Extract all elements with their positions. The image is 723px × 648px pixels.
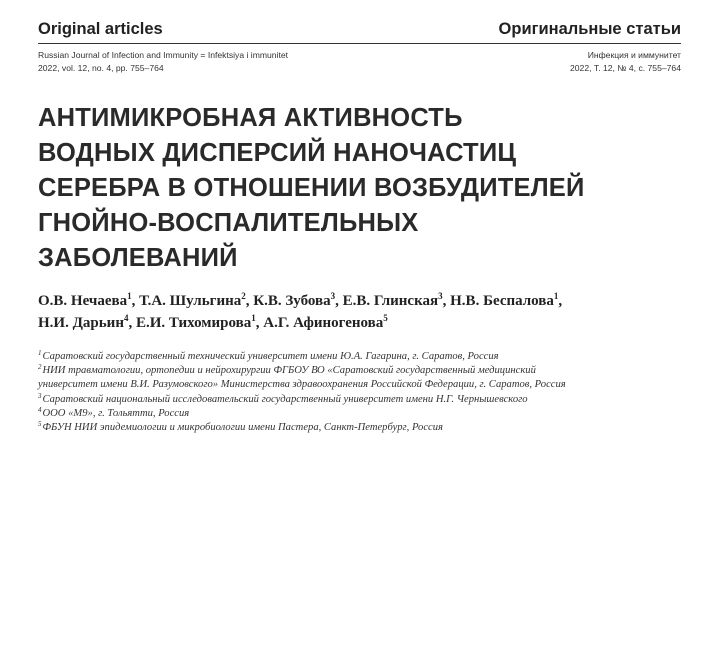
title-line: ВОДНЫХ ДИСПЕРСИЙ НАНОЧАСТИЦ <box>38 139 517 167</box>
section-label-ru: Оригинальные статьи <box>498 20 681 38</box>
affiliation-text: Саратовский национальный исследовательский государственный университет имени Н.Г. Чернышевского <box>42 393 528 405</box>
title-line: ЗАБОЛЕВАНИЙ <box>38 244 238 272</box>
author-name: Е.В. Глинская <box>342 293 439 309</box>
author-name: К.В. Зубова <box>253 293 331 309</box>
author <box>263 315 388 331</box>
affiliation-item <box>38 421 681 435</box>
affiliation-list <box>38 350 681 435</box>
author-name: Т.А. Шульгина <box>139 293 242 309</box>
affiliation-text: НИИ травматологии, ортопедии и нейрохирургии ФГБОУ ВО «Саратовский государственный медицинский <box>42 365 536 377</box>
author <box>343 293 443 309</box>
title-line: АНТИМИКРОБНАЯ АКТИВНОСТЬ <box>38 104 463 132</box>
article-title <box>38 101 681 276</box>
author-name: Е.И. Тихомирова <box>135 315 252 331</box>
author-name: Н.В. Беспалова <box>450 293 554 309</box>
author-affiliation-mark: 1 <box>127 291 132 301</box>
title-line: СЕРЕБРА В ОТНОШЕНИИ ВОЗБУДИТЕЛЕЙ <box>38 174 585 202</box>
affiliation-number: 1 <box>38 349 42 357</box>
author-list: О.В. Нечаева$^1$, Т.А. Шульгина$^2$, К.В. Зубова$^3$, Е.В. Глинская$^3$, Н.В. Беспалова$^1$, Н.И. Дарьин$^4$, Е.И. Тихомирова$^1$, А.Г. Афиногенова$^5$ <box>38 291 563 331</box>
section-label-en: Original articles <box>38 20 163 38</box>
author-affiliation-mark: 3 <box>438 291 443 301</box>
journal-info-ru <box>570 49 681 75</box>
author-affiliation-mark: 4 <box>123 313 129 323</box>
affiliation-item <box>38 364 681 378</box>
affiliation-item <box>38 378 681 392</box>
author <box>38 315 128 331</box>
affiliation-text: ФБУН НИИ эпидемиологии и микробиологии имени Пастера, Санкт-Петербург, Россия <box>42 422 443 434</box>
author-affiliation-mark: 1 <box>553 291 559 301</box>
journal-issue-ru: 2022, Т. 12, № 4, с. 755–764 <box>570 63 681 73</box>
author-name: О.В. Нечаева <box>38 293 128 309</box>
journal-issue-en: 2022, vol. 12, no. 4, pp. 755–764 <box>38 63 164 73</box>
affiliation-number: 5 <box>38 420 42 429</box>
journal-info-en <box>38 49 288 75</box>
affiliation-number: 3 <box>38 391 42 400</box>
author <box>450 293 558 309</box>
journal-info <box>38 49 681 75</box>
author-affiliation-mark: 1 <box>251 313 256 323</box>
author-name: Н.И. Дарьин <box>38 315 124 331</box>
author-affiliation-mark: 2 <box>241 291 246 301</box>
section-header <box>38 0 681 39</box>
title-line: ГНОЙНО-ВОСПАЛИТЕЛЬНЫХ <box>38 209 419 237</box>
article-page <box>38 0 681 435</box>
affiliation-text: университет имени В.И. Разумовского» Министерства здравоохранения Российской Федерации, г. Саратов, Россия <box>38 379 566 391</box>
journal-title-en: Russian Journal of Infection and Immunity = Infektsiya i immunitet <box>38 50 289 60</box>
header-divider <box>38 43 681 44</box>
author-name: А.Г. Афиногенова <box>263 315 384 331</box>
author <box>253 293 335 309</box>
author <box>136 315 256 331</box>
affiliation-number: 4 <box>38 405 42 414</box>
author <box>139 293 246 309</box>
affiliation-item <box>38 393 681 407</box>
journal-title-ru: Инфекция и иммунитет <box>587 50 681 60</box>
affiliation-number: 2 <box>38 363 42 372</box>
author-affiliation-mark: 3 <box>330 291 336 301</box>
author-affiliation-mark: 5 <box>383 313 388 323</box>
affiliation-text: ООО «М9», г. Тольятти, Россия <box>42 407 190 419</box>
affiliation-text: Саратовский государственный технический университет имени Ю.А. Гагарина, г. Саратов, Россия <box>42 351 499 362</box>
affiliation-item <box>38 407 681 421</box>
affiliation-item <box>38 350 681 364</box>
author <box>38 293 132 309</box>
